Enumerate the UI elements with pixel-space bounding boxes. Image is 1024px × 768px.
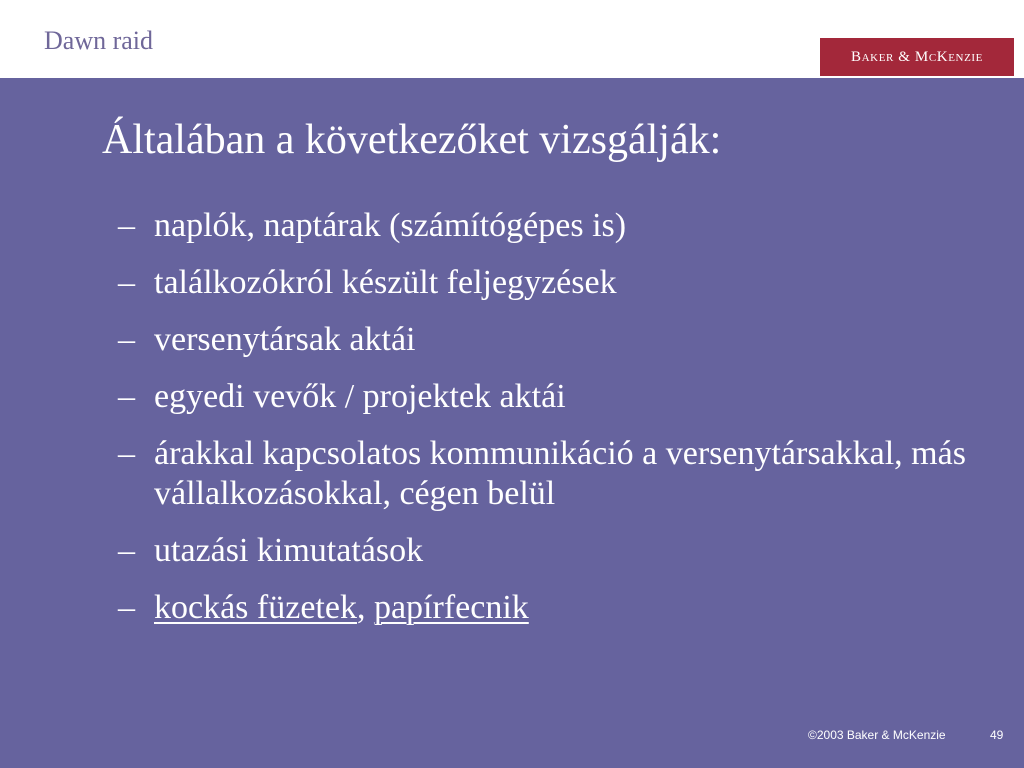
bullet-text: egyedi vevők / projektek aktái [154, 378, 566, 415]
bullet-dash: – [118, 264, 135, 301]
bullet-item [118, 206, 1018, 246]
company-logo: Baker & McKenzie [820, 38, 1014, 76]
bullet-text: utazási kimutatások [154, 532, 424, 569]
footer-copyright: ©2003 Baker & McKenzie [808, 728, 946, 742]
bullet-dash: – [118, 321, 135, 358]
section-title: Dawn raid [44, 26, 154, 55]
page-number: 49 [990, 728, 1004, 742]
bullet-text: versenytársak aktái [154, 321, 416, 358]
link-separator: , [356, 589, 374, 626]
bullet-item [118, 434, 1018, 514]
slide-heading: Általában a következőket vizsgálják: [102, 117, 722, 163]
bullet-dash: – [118, 532, 135, 569]
bullet-dash: – [118, 207, 135, 244]
bullet-item [118, 320, 1018, 360]
bullet-item [118, 531, 1018, 571]
link-papirfecnik[interactable]: papírfecnik [373, 589, 529, 626]
bullet-item [118, 377, 1018, 417]
bullet-list [118, 206, 1018, 645]
bullet-text: találkozókról készült feljegyzések [154, 264, 617, 301]
bullet-text: árakkal kapcsolatos kommunikáció a versenytársakkal, más vállalkozásokkal, cégen belül [154, 435, 966, 512]
bullet-text [154, 588, 1018, 628]
bullet-dash: – [118, 435, 135, 472]
bullet-item [118, 263, 1018, 303]
bullet-dash: – [118, 378, 135, 415]
link-kockas-fuzetek[interactable]: kockás füzetek [154, 589, 357, 626]
bullet-dash: – [118, 589, 135, 626]
bullet-item [118, 588, 1018, 628]
bullet-text: naplók, naptárak (számítógépes is) [154, 207, 627, 244]
